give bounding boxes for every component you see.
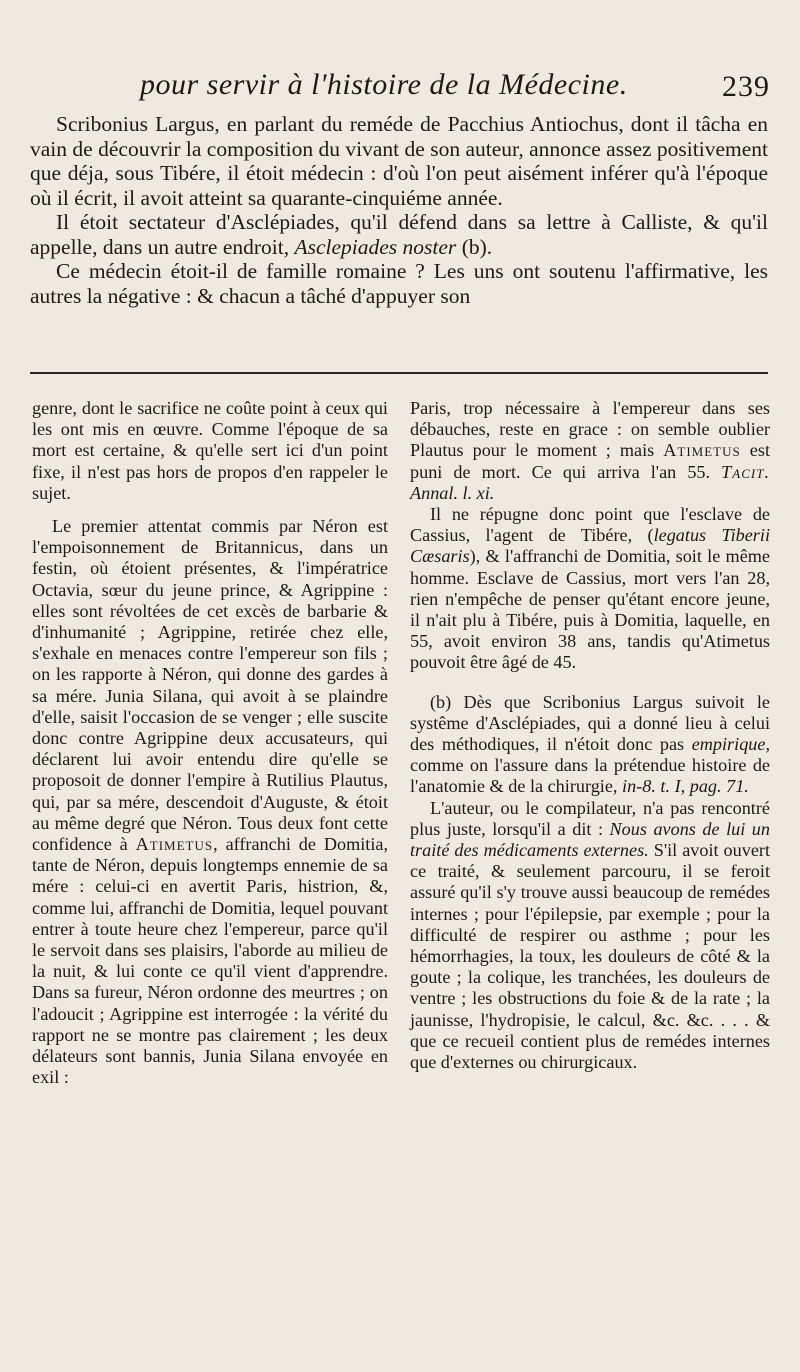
footnote-reference: (b). xyxy=(461,234,493,259)
citation-work: Annal. l. xi. xyxy=(410,482,495,503)
running-title: pour servir à l'histoire de la Médecine. xyxy=(140,68,628,101)
text-run: Il ne répugne donc point que l'esclave de Cassius, l'agent de Tibére, ( xyxy=(410,504,770,546)
text-run: (b) Dès que Scribonius Largus suivoit le systême d'Asclépiades, qui a donné lieu à celui des méthodiques, il n'étoit donc pas xyxy=(410,691,770,755)
text-run: Le premier attentat commis par Néron est l'empoisonnement de Britannicus, dans un festin, où étoient présentes, & l'impératrice Octavia, sœur du jeune prince, & Agrippine : elles sont révoltées de cet excès de barbarie & d'inhumanité ; Agrippine, retirée chez elle, s'exhale en menaces contre l'empereur son fils ; on les rapporte à Néron, qui donne des gardes à sa mére. Junia Silana, qui avoit à se plaindre d'elle, saisit l'occasion de se venger ; elle suscite donc contre Agrippine deux accusateurs, qui déclarent lui avoir entendu dire qu'elle se proposoit de donner l'empire à Rutilius Plautus, qui, par sa mére, descendoit d'Auguste, & étoit au même degré que Néron. Tous deux font cette confidence à xyxy=(32,516,388,855)
text-run: Paris, trop nécessaire à l'empereur dans ses débauches, reste en grace : on semble oublier Plautus pour le moment ; mais xyxy=(410,398,770,461)
text-run: est puni de mort. Ce qui arriva l'an 55. xyxy=(410,440,771,482)
italic-quote: Nous avons de lui un traité des médicaments externes. xyxy=(410,818,770,861)
text-run: S'il avoit ouvert ce traité, & seulement parcouru, il se feroit assuré qu'il s'y trouve aussi beaucoup de remédes internes ; pour l'épilepsie, par exemple ; pour la difficulté de respirer ou asthme ; pour les hémorrhagies, la toux, les douleurs de côté & la goute ; la colique, les tranchées, les douleurs de ventre ; les obstructions du foie & de la rate ; la jaunisse, l'hydropisie, le calcul, &c. &c. . . . & que ce recueil contient plus de remédes internes que d'externes ou chirurgicaux. xyxy=(410,840,771,1073)
left-footnote-column xyxy=(32,398,388,1089)
running-head xyxy=(140,68,770,112)
paragraph: Scribonius Largus, en parlant du reméde de Pacchius Antiochus, dont il tâcha en vain de découvrir la composition du vivant de son auteur, annonce assez positivement que déja, sous Tibére, il étoit médecin : d'où l'on peut aisément inférer qu'à l'époque où il écrit, il avoit atteint sa quarante-cinquiéme année. xyxy=(30,112,768,210)
paragraph: genre, dont le sacrifice ne coûte point à ceux qui les ont mis en œuvre. Comme l'époque de sa mort est certaine, & qu'elle sert ici d'un point fixe, il n'est pas hors de propos d'en rappeler le sujet. xyxy=(32,398,388,503)
page-number: 239 xyxy=(722,70,770,103)
paragraph: Ce médecin étoit-il de famille romaine ? Les uns ont soutenu l'affirmative, les autres la négative : & chacun a tâché d'appuyer son xyxy=(30,259,768,308)
italic-text: empirique xyxy=(691,734,766,755)
italic-text: Asclepiades noster xyxy=(294,234,457,259)
small-caps-name: Atimetus xyxy=(663,440,741,461)
text-run: L'auteur, ou le compilateur, n'a pas rencontré plus juste, lorsqu'il a dit : xyxy=(410,797,770,839)
small-caps-name: Atimetus xyxy=(135,834,214,855)
paragraph xyxy=(32,516,388,1088)
right-footnote-column xyxy=(410,398,770,1073)
main-text-block xyxy=(30,112,768,308)
text-run: , comme on l'assure dans la prétendue histoire de l'anatomie & de la chirurgie, xyxy=(410,734,770,797)
text-run: ), & l'affranchi de Domitia, soit le même homme. Esclave de Cassius, mort vers l'an 28, rien n'empêche de penser qu'étant encore jeune, il n'ait plu à Tibére, puis à Domitia, laquelle, en 55, avoit environ 38 ans, tandis qu'Atimetus pouvoit être âgé de 45. xyxy=(410,546,770,673)
italic-text: legatus Tiberii Cæsaris xyxy=(410,525,770,567)
paragraph xyxy=(410,798,770,1074)
text-run: Il étoit sectateur d'Asclépiades, qu'il défend dans sa lettre à Calliste, & qu'il appelle, dans un autre endroit, xyxy=(30,210,768,259)
footnote-b xyxy=(410,692,770,798)
paragraph xyxy=(30,210,768,259)
citation-author: Tacit. xyxy=(721,461,771,482)
paragraph xyxy=(410,504,770,674)
text-run: , affranchi de Domitia, tante de Néron, depuis longtemps ennemie de sa mére : celui-ci en avertit Paris, histrion, &, comme lui, affranchi de Domitia, lequel pouvant entrer à toute heure chez l'empereur, parce qu'il le servoit dans ses plaisirs, l'aborde au milieu de la nuit, & lui conte ce qu'il vient d'apprendre. Dans sa fureur, Néron ordonne des meurtres ; on l'adoucit ; Agrippine est interrogée : la vérité du rapport ne se montre pas clairement ; les deux délateurs sont bannis, Junia Silana envoyée en exil : xyxy=(32,834,388,1088)
footnote-divider xyxy=(30,372,768,374)
citation: in-8. t. I, pag. 71. xyxy=(622,776,749,797)
paragraph xyxy=(410,398,770,504)
